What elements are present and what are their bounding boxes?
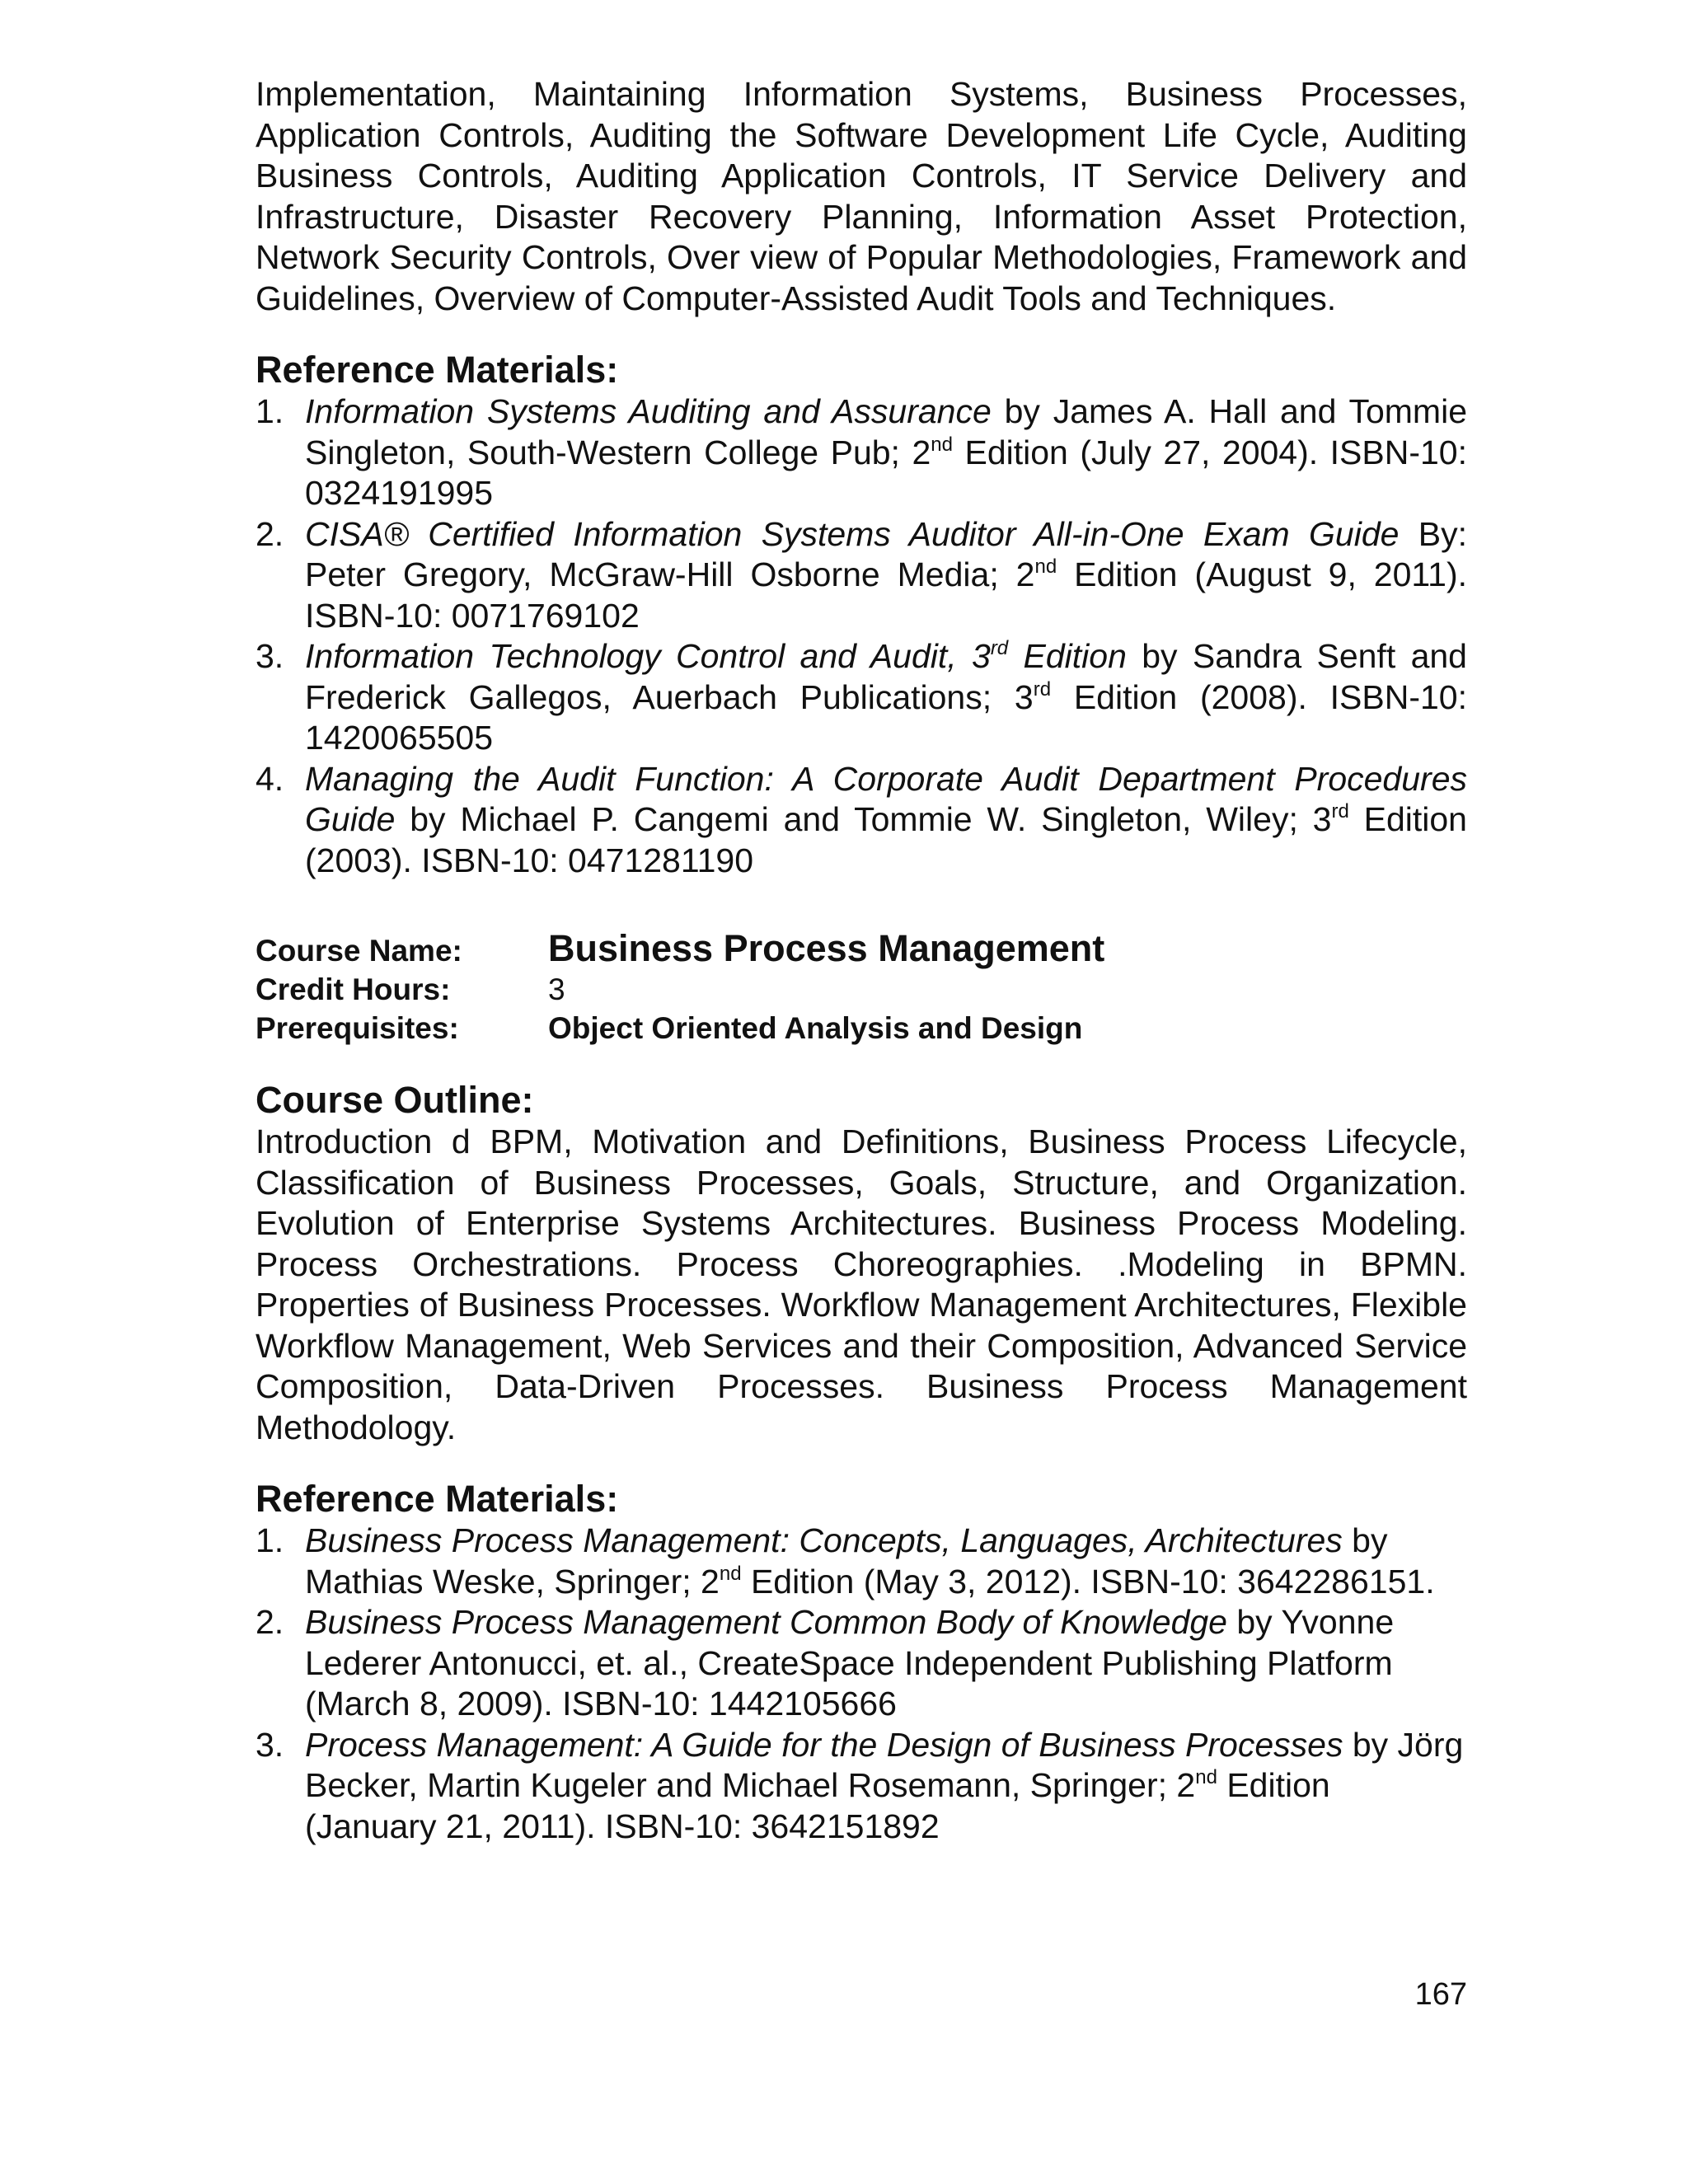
reference-item: 4. Managing the Audit Function: A Corporate Audit Department Procedures Guide by Michael P. Cangemi and Tommie W. Singleton, Wiley; 3rd Edition (2003). ISBN-10: 0471281190 — [256, 759, 1467, 879]
reference-title: Information Systems Auditing and Assurance — [305, 392, 992, 430]
intro-paragraph: Implementation, Maintaining Information Systems, Business Processes, Application Controls, Auditing the Software Development Life Cycle, Auditing Business Controls, Auditing Application Controls, IT Service Delivery and Infrastructure, Disaster Recovery Planning, Information Asset Protection, Network Security Controls, Over view of Popular Methodologies, Framework and Guidelines, Overview of Computer-Assisted Audit Tools and Techniques. — [256, 75, 1467, 317]
reference-item: 2. CISA® Certified Information Systems Auditor All-in-One Exam Guide By: Peter Gregory, McGraw-Hill Osborne Media; 2nd Edition (August 9, 2011). ISBN-10: 0071769102 — [256, 514, 1467, 635]
credit-hours-value: 3 — [548, 972, 565, 1006]
reference-item: 2. Business Process Management Common Body of Knowledge by Yvonne Lederer Antonucci, et. al., CreateSpace Independent Publishing Platform (March 8, 2009). ISBN-10: 1442105666 — [256, 1603, 1395, 1722]
reference-title: Business Process Management: Concepts, Languages, Architectures — [305, 1521, 1343, 1559]
reference-list-2 — [256, 1521, 1467, 1847]
reference-item: 3. Process Management: A Guide for the Design of Business Processes by Jörg Becker, Martin Kugeler and Michael Rosemann, Springer; 2nd Edition (January 21, 2011). ISBN-10: 3642151892 — [256, 1725, 1464, 1845]
credit-hours-label: Credit Hours: — [256, 972, 451, 1006]
reference-title: Managing the Audit Function: A Corporate Audit Department Procedures Guide — [305, 759, 1467, 838]
prerequisites-label: Prerequisites: — [256, 1011, 459, 1045]
course-info — [256, 929, 1467, 1047]
reference-title: CISA® Certified Information Systems Auditor All-in-One Exam Guide — [305, 514, 1400, 553]
reference-list-1 — [256, 391, 1467, 881]
course-outline-heading: Course Outline: — [256, 1079, 534, 1121]
reference-title: Process Management: A Guide for the Design of Business Processes — [305, 1725, 1343, 1764]
course-name-label: Course Name: — [256, 934, 462, 968]
reference-materials-heading-2: Reference Materials: — [256, 1478, 619, 1520]
document-page — [256, 74, 1467, 1847]
course-name-value: Business Process Management — [548, 927, 1105, 969]
prerequisites-row — [256, 1009, 1467, 1047]
course-outline-text: Introduction d BPM, Motivation and Definitions, Business Process Lifecycle, Classification of Business Processes, Goals, Structure, and Organization. Evolution of Enterprise Systems Architectures. Business Process Modeling. Process Orchestrations. Process Choreographies. .Modeling in BPMN. Properties of Business Processes. Workflow Management Architectures, Flexible Workflow Management, Web Services and their Composition, Advanced Service Composition, Data-Driven Processes. Business Process Management Methodology. — [256, 1122, 1467, 1446]
credit-hours-row — [256, 970, 1467, 1009]
course-name-row — [256, 929, 1467, 970]
page-number: 167 — [1414, 1977, 1467, 2012]
reference-item: 1. Information Systems Auditing and Assurance by James A. Hall and Tommie Singleton, South-Western College Pub; 2nd Edition (July 27, 2004). ISBN-10: 0324191995 — [256, 392, 1467, 512]
reference-title: Business Process Management Common Body of Knowledge — [305, 1603, 1227, 1641]
reference-item: 3. Information Technology Control and Audit, 3rd Edition by Sandra Senft and Frederick Gallegos, Auerbach Publications; 3rd Edition (2008). ISBN-10: 1420065505 — [256, 637, 1467, 757]
prerequisites-value: Object Oriented Analysis and Design — [548, 1011, 1083, 1045]
reference-title: Information Technology Control and Audit, 3rd Edition — [305, 637, 1127, 675]
reference-item: 1. Business Process Management: Concepts, Languages, Architectures by Mathias Weske, Springer; 2nd Edition (May 3, 2012). ISBN-10: 3642286151. — [256, 1521, 1435, 1601]
reference-materials-heading-1: Reference Materials: — [256, 349, 619, 391]
